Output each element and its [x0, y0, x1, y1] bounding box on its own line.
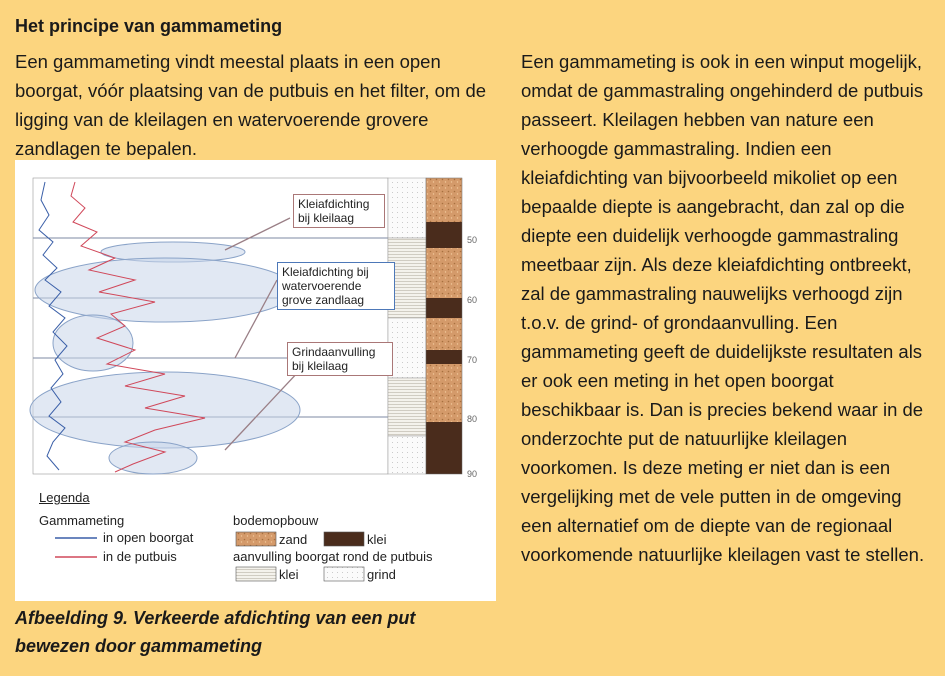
legend-fill-klei: klei [279, 567, 299, 582]
legend-gamma-title: Gammameting [39, 513, 125, 528]
figure-caption: Afbeelding 9. Verkeerde afdichting van een put bewezen door gammameting [15, 608, 416, 656]
legend-open-label: in open boorgat [103, 530, 194, 545]
legend-fill-title: aanvulling boorgat rond de putbuis [233, 549, 433, 564]
body-paragraph: Een gammameting is ook in een winput mogelijk, omdat de gammastraling ongehinderd de putbuis passeert. Kleilagen hebben van nature een verhoogde gammastraling. Indien een kleiafdichting van bijvoorbeeld mikoliet op een bepaalde diepte is aangebracht, dan zal op die diepte een duidelijk verhoogde gammastraling meetbaar zijn. Als deze kleiafdichting ontbreekt, zal de gammastraling nauwelijks verhoogd zijn t.o.v. de grind- of grondaanvulling. Een gammameting geeft de duidelijkste resultaten als er ook een meting in het open boorgat beschikbaar is. Dan is precies bekend waar in de onderzochte put de natuurlijke kleilagen voorkomen. Is deze meting er niet dan is een vergelijking met de vele putten in de omgeving een alternatief om de diepte van de regionaal voorkomende natuurlijke kleilagen vast te stellen. [521, 51, 925, 565]
legend-heading: Legenda [39, 490, 90, 505]
legend-tube-label: in de putbuis [103, 549, 177, 564]
callout-grindaanvulling: Grindaanvulling bij kleilaag [287, 342, 393, 376]
depth-tick-60: 60 [467, 295, 478, 305]
depth-tick-90: 90 [467, 469, 478, 479]
swatch-fill-grind [324, 567, 364, 581]
callout-kleiafdichting-zandlaag: Kleiafdichting bij watervoerende grove zandlaag [277, 262, 395, 310]
section-title: Het principe van gammameting [15, 16, 283, 36]
depth-tick-50: 50 [467, 235, 478, 245]
legend-fill-grind: grind [367, 567, 396, 582]
swatch-fill-klei [236, 567, 276, 581]
depth-tick-70: 70 [467, 355, 478, 365]
gamma-log-diagram [15, 160, 496, 601]
fill-column [388, 178, 426, 474]
callout-kleiafdichting-kleilaag: Kleiafdichting bij kleilaag [293, 194, 385, 228]
gamma-log-figure [15, 160, 496, 601]
legend-zand: zand [279, 532, 308, 547]
legend-klei: klei [367, 532, 387, 547]
legend-soil-title: bodemopbouw [233, 513, 319, 528]
depth-tick-80: 80 [467, 414, 478, 424]
swatch-klei [324, 532, 364, 546]
soil-column [426, 178, 462, 474]
intro-paragraph: Een gammameting vindt meestal plaats in een open boorgat, vóór plaatsing van de putbuis en het filter, om de ligging van de kleilagen en watervoerende grovere zandlagen te bepalen. [15, 51, 487, 159]
swatch-zand [236, 532, 276, 546]
